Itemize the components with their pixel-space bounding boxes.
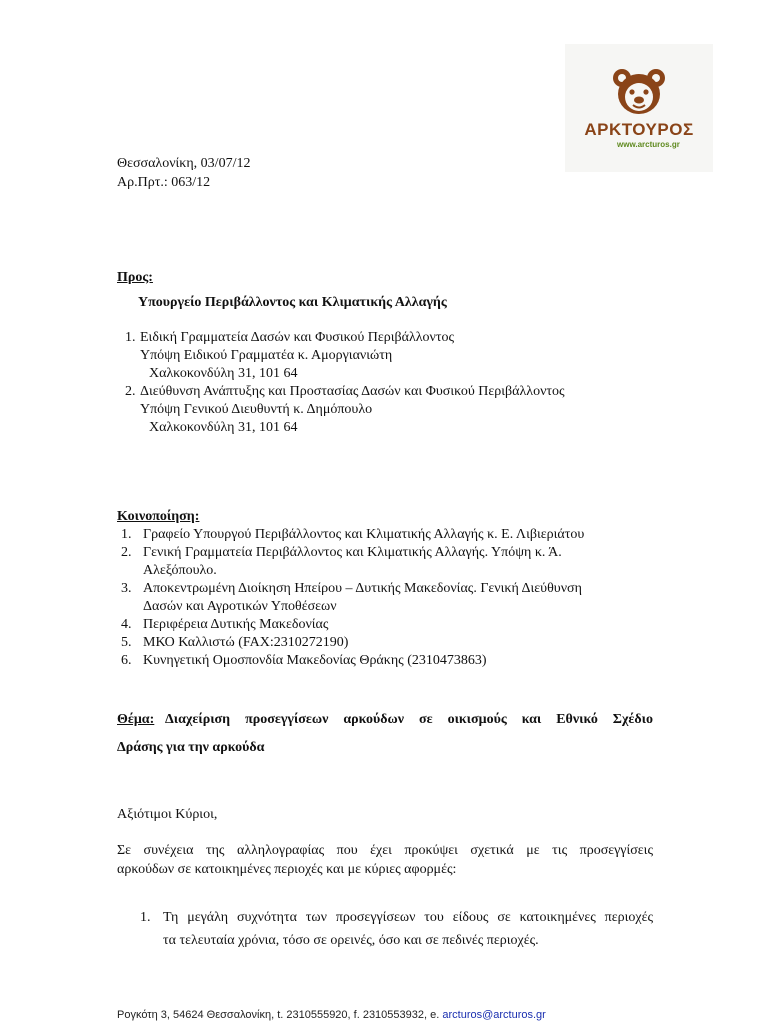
recipient-item-num: 2. bbox=[125, 384, 136, 399]
cc-item-num: 1. bbox=[121, 527, 132, 542]
cc-item: ΜΚΟ Καλλιστώ (FAX:2310272190) bbox=[143, 635, 349, 650]
body-paragraph-line: αρκούδων σε κατοικημένες περιοχές και με κύριες αφορμές: bbox=[117, 862, 457, 877]
body-list-num: 1. bbox=[140, 910, 151, 925]
logo-url: www.arcturos.gr bbox=[617, 140, 680, 149]
cc-item: Περιφέρεια Δυτικής Μακεδονίας bbox=[143, 617, 329, 632]
recipient-item-line: Υπόψη Γενικού Διευθυντή κ. Δημόπουλο bbox=[140, 402, 373, 417]
recipients-label: Προς: bbox=[117, 270, 153, 285]
logo-name: ΑΡΚΤΟΥΡΟΣ bbox=[584, 120, 694, 139]
cc-item-num: 5. bbox=[121, 635, 132, 650]
body-list-line: Τη μεγάλη συχνότητα των προσεγγίσεων του είδους σε κατοικημένες περιοχές bbox=[163, 910, 653, 925]
protocol-number: Αρ.Πρτ.: 063/12 bbox=[117, 175, 211, 190]
recipient-item-address: Χαλκοκονδύλη 31, 101 64 bbox=[149, 366, 298, 381]
body-list-line: τα τελευταία χρόνια, τόσο σε ορεινές, όσο και σε πεδινές περιοχές. bbox=[163, 933, 539, 948]
cc-item-continuation: Αλεξόπουλο. bbox=[143, 563, 217, 578]
cc-item-continuation: Δασών και Αγροτικών Υποθέσεων bbox=[143, 599, 337, 614]
cc-item-num: 3. bbox=[121, 581, 132, 596]
recipient-item-line: Διεύθυνση Ανάπτυξης και Προστασίας Δασών και Φυσικού Περιβάλλοντος bbox=[140, 384, 565, 399]
recipient-item-num: 1. bbox=[125, 330, 136, 345]
bear-head-icon bbox=[611, 66, 667, 118]
cc-item: Κυνηγετική Ομοσπονδία Μακεδονίας Θράκης (2310473863) bbox=[143, 653, 487, 668]
cc-item-num: 2. bbox=[121, 545, 132, 560]
place-date: Θεσσαλονίκη, 03/07/12 bbox=[117, 156, 251, 171]
footer-address: Ρογκότη 3, 54624 Θεσσαλονίκη, t. 2310555920, f. 2310553932, e. bbox=[117, 1009, 440, 1021]
subject-label bbox=[117, 711, 154, 729]
subject-label-text: Θέμα: bbox=[117, 712, 155, 727]
subject-line: Δράσης για την αρκούδα bbox=[117, 740, 265, 755]
footer-email-link[interactable]: arcturos@arcturos.gr bbox=[442, 1009, 546, 1021]
recipient-item-address: Χαλκοκονδύλη 31, 101 64 bbox=[149, 420, 298, 435]
cc-item-num: 4. bbox=[121, 617, 132, 632]
recipient-item-line: Υπόψη Ειδικού Γραμματέα κ. Αμοργιανιώτη bbox=[140, 348, 393, 363]
cc-item-num: 6. bbox=[121, 653, 132, 668]
logo bbox=[565, 44, 713, 172]
cc-item: Γραφείο Υπουργού Περιβάλλοντος και Κλιματικής Αλλαγής κ. Ε. Λιβιεριάτου bbox=[143, 527, 585, 542]
subject-line: Διαχείριση προσεγγίσεων αρκούδων σε οικισμούς και Εθνικό Σχέδιο bbox=[165, 712, 653, 727]
footer bbox=[117, 1009, 546, 1021]
recipient-ministry: Υπουργείο Περιβάλλοντος και Κλιματικής Αλλαγής bbox=[138, 295, 447, 310]
cc-item: Αποκεντρωμένη Διοίκηση Ηπείρου – Δυτικής Μακεδονίας. Γενική Διεύθυνση bbox=[143, 581, 582, 596]
recipient-item-line: Ειδική Γραμματεία Δασών και Φυσικού Περιβάλλοντος bbox=[140, 330, 455, 345]
cc-label: Κοινοποίηση: bbox=[117, 509, 200, 524]
salutation: Αξιότιμοι Κύριοι, bbox=[117, 807, 218, 822]
body-paragraph-line: Σε συνέχεια της αλληλογραφίας που έχει προκύψει σχετικά με τις προσεγγίσεις bbox=[117, 843, 653, 858]
cc-item: Γενική Γραμματεία Περιβάλλοντος και Κλιματικής Αλλαγής. Υπόψη κ. Ά. bbox=[143, 545, 562, 560]
